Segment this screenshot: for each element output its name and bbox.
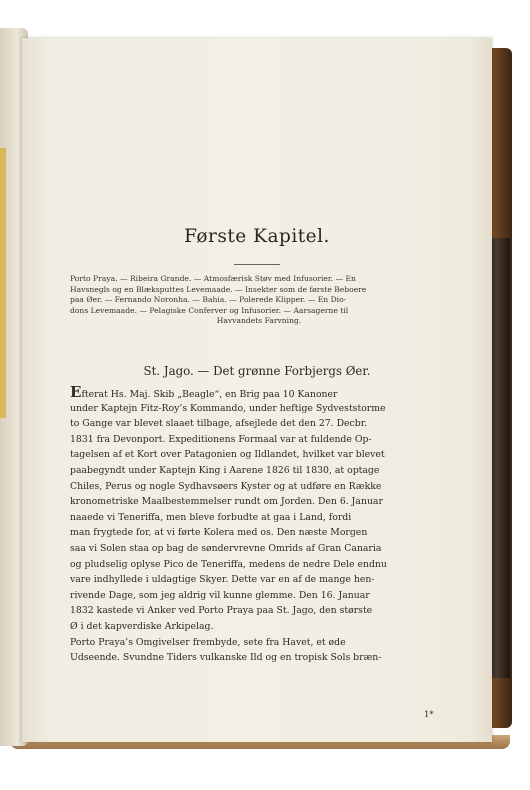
summary-line: Havvandets Farvning. [216, 316, 302, 326]
text-line: Ø i det kapverdiske Arkipelag. [70, 620, 214, 632]
chapter-title: Første Kapitel. [184, 226, 330, 247]
text-line: Chiles, Perus og nogle Sydhavsøers Kyster og at udføre en Række [70, 480, 382, 492]
summary-line: Havsnegls og en Blæksputtes Levemaade. — Insekter som de første Beboere [70, 284, 367, 294]
text-line: saa vi Solen staa op bag de søndervrevne Omrids af Gran Canaria [70, 542, 382, 554]
text-line: rivende Dage, som jeg aldrig vil kunne glemme. Den 16. Januar [70, 589, 370, 601]
text-line: vare indhyllede i uldagtige Skyer. Dette var en af de mange hen- [70, 574, 375, 586]
text-line: Udseende. Svundne Tiders vulkanske Ild og en tropisk Sols bræn- [70, 652, 382, 664]
section-title: St. Jago. — Det grønne Forbjergs Øer. [143, 364, 371, 378]
drop-cap: E [70, 385, 82, 401]
text-line: 1832 kastede vi Anker ved Porto Praya paa St. Jago, den største [70, 605, 373, 617]
text-line: Efterat Hs. Maj. Skib „Beagle“, en Brig paa 10 Kanoner [70, 385, 338, 401]
summary-line: Porto Praya. — Ribeira Grande. — Atmosfærisk Støv med Infusorier. — En [70, 274, 356, 283]
summary-line: dons Levemaade. — Pelagiske Conferver og Infusorier. — Aarsagerne til [70, 305, 349, 315]
text-line: og pludselig oplyse Pico de Teneriffa, medens de nedre Dele endnu [70, 558, 387, 570]
text-line: 1831 fra Devonport. Expeditionens Formaal var at fuldende Op- [70, 433, 372, 445]
text-line: naaede vi Teneriffa, men bleve forbudte at gaa i Land, fordi [70, 511, 352, 523]
page-number: 1* [424, 710, 434, 720]
text-line: tagelsen af et Kort over Patagonien og Ildlandet, hvilket var blevet [70, 449, 385, 461]
text-line: paabegyndt under Kaptejn King i Aarene 1826 til 1830, at optage [70, 464, 380, 476]
text-line: man frygtede for, at vi førte Kolera med os. Den næste Morgen [70, 527, 368, 539]
text-line: Porto Praya’s Omgivelser frembyde, sete fra Havet, et øde [70, 636, 346, 648]
text-line: under Kaptejn Fitz-Roy’s Kommando, under heftige Sydveststorme [70, 402, 386, 414]
text-line: kronometriske Maalbestemmelser rundt om Jorden. Den 6. Januar [70, 496, 383, 508]
summary-line: paa Øer. — Fernando Noronha. — Bahia. — Polerede Klipper. — En Dio- [70, 295, 347, 305]
title-divider [234, 264, 280, 265]
book-page [22, 38, 492, 742]
text-line: to Gange var blevet slaaet tilbage, afsejlede det den 27. Decbr. [70, 418, 368, 430]
body-text [70, 385, 446, 666]
chapter-summary [70, 274, 448, 327]
